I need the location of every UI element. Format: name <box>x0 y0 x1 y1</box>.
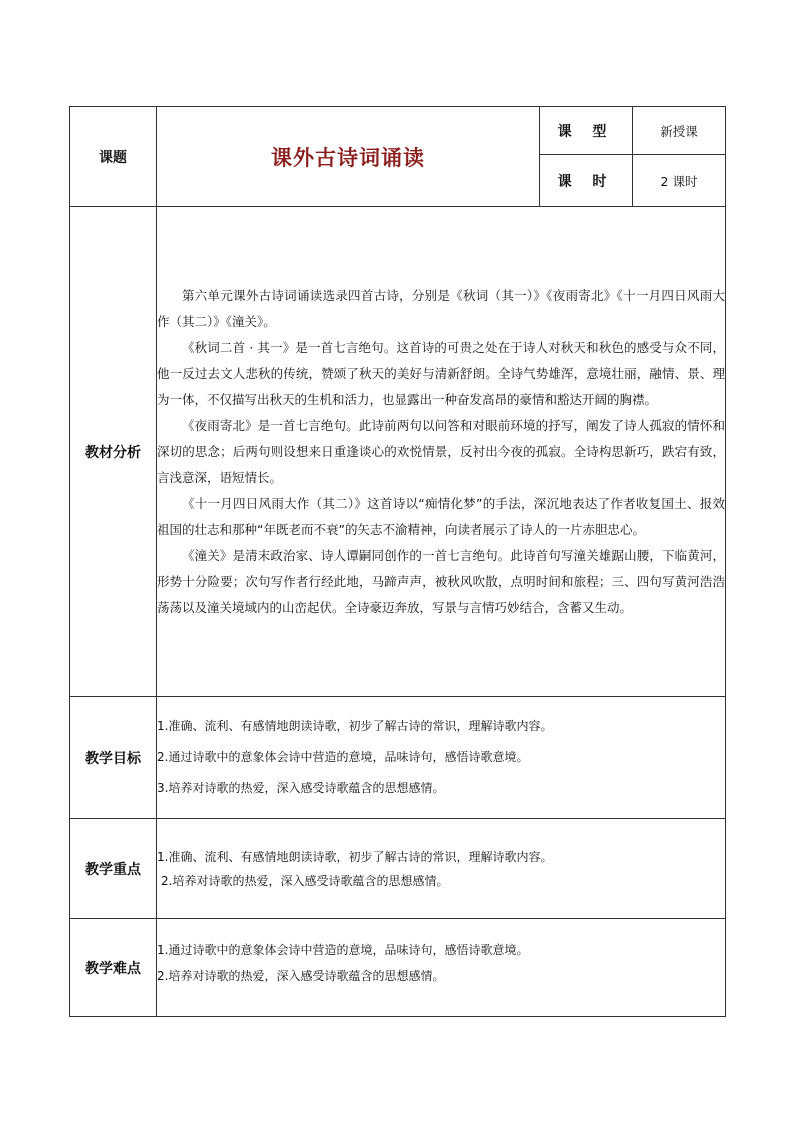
analysis-paragraph: 《十一月四日风雨大作（其二）》这首诗以“痴情化梦”的手法，深沉地表达了作者收复国土、报效祖国的壮志和那种“年既老而不衰”的矢志不渝精神，向读者展示了诗人的一片赤胆忠心。 <box>157 495 725 537</box>
key-points-content <box>157 819 726 919</box>
objective-item: 2.通过诗歌中的意象体会诗中营造的意境，品味诗句，感悟诗歌意境。 <box>157 750 529 764</box>
lesson-type-value: 新授课 <box>633 107 726 155</box>
difficulties-content <box>157 919 726 1017</box>
objectives-row <box>70 697 726 819</box>
difficulty-item: 1.通过诗歌中的意象体会诗中营造的意境，品味诗句，感悟诗歌意境。 <box>157 943 529 957</box>
analysis-label: 教材分析 <box>70 207 157 697</box>
difficulty-item: 2.培养对诗歌的热爱，深入感受诗歌蕴含的思想感情。 <box>157 969 445 983</box>
objective-item: 1.准确、流利、有感情地朗读诗歌，初步了解古诗的常识，理解诗歌内容。 <box>157 719 553 733</box>
key-point-item: 1.准确、流利、有感情地朗读诗歌，初步了解古诗的常识，理解诗歌内容。 <box>157 849 553 864</box>
key-points-row <box>70 819 726 919</box>
header-row-1 <box>70 107 726 155</box>
difficulties-row <box>70 919 726 1017</box>
topic-label: 课题 <box>70 107 157 207</box>
analysis-paragraph: 《夜雨寄北》是一首七言绝句。此诗前两句以问答和对眼前环境的抒写，阐发了诗人孤寂的情怀和深切的思念；后两句则设想来日重逢谈心的欢悦情景，反衬出今夜的孤寂。全诗构思新巧，跌宕有致，言浅意深，语短情长。 <box>157 417 725 485</box>
objectives-content <box>157 697 726 819</box>
key-point-item: 2.培养对诗歌的热爱，深入感受诗歌蕴含的思想感情。 <box>161 873 449 888</box>
analysis-paragraph: 《秋词二首 · 其一》是一首七言绝句。这首诗的可贵之处在于诗人对秋天和秋色的感受与众不同，他一反过去文人悲秋的传统，赞颂了秋天的美好与清新舒朗。全诗气势雄浑，意境壮丽，融情、景、理为一体，不仅描写出秋天的生机和活力，也显露出一种奋发高昂的豪情和豁达开阔的胸襟。 <box>157 339 725 407</box>
lesson-title: 课外古诗词诵读 <box>157 107 540 207</box>
analysis-paragraph: 第六单元课外古诗词诵读选录四首古诗，分别是《秋词（其一）》《夜雨寄北》《十一月四日风雨大作（其二）》《潼关》。 <box>157 287 725 329</box>
lesson-type-label: 课 型 <box>540 107 633 155</box>
analysis-paragraph: 《潼关》是清末政治家、诗人谭嗣同创作的一首七言绝句。此诗首句写潼关雄踞山腰，下临黄河，形势十分险要；次句写作者行经此地，马蹄声声，被秋风吹散，点明时间和旅程；三、四句写黄河浩浩荡荡以及潼关境域内的山峦起伏。全诗豪迈奔放，写景与言情巧妙结合，含蓄又生动。 <box>157 547 725 615</box>
key-points-label: 教学重点 <box>70 819 157 919</box>
objectives-label: 教学目标 <box>70 697 157 819</box>
lesson-plan-table <box>69 106 726 1017</box>
analysis-content <box>157 207 726 697</box>
difficulties-label: 教学难点 <box>70 919 157 1017</box>
class-hours-label: 课 时 <box>540 155 633 207</box>
class-hours-value: 2 课时 <box>633 155 726 207</box>
objective-item: 3.培养对诗歌的热爱，深入感受诗歌蕴含的思想感情。 <box>157 781 445 795</box>
analysis-row <box>70 207 726 697</box>
